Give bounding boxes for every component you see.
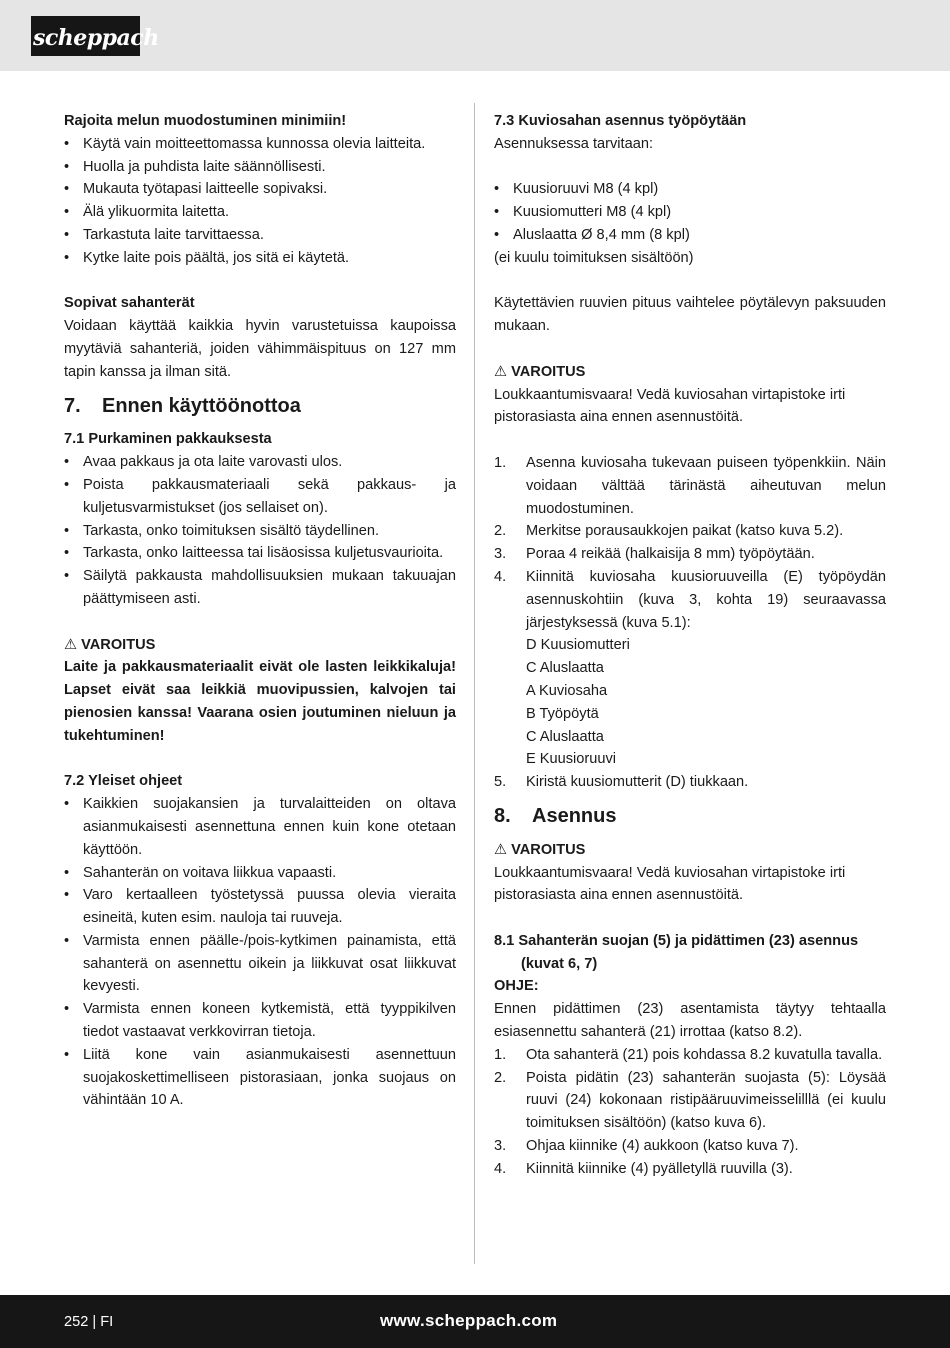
warning-icon: ⚠ bbox=[64, 636, 78, 653]
list-item bbox=[494, 771, 886, 794]
noise-heading: Rajoita melun muodostuminen minimiin! bbox=[64, 113, 347, 129]
list-item bbox=[494, 1135, 886, 1158]
list-item bbox=[494, 520, 886, 543]
list-item bbox=[494, 1044, 886, 1067]
list-item bbox=[494, 566, 886, 634]
s81-steps bbox=[494, 1044, 886, 1181]
list-item: • Kuusioruuvi M8 (4 kpl) bbox=[494, 178, 886, 201]
warning-text: Loukkaantumisvaara! Vedä kuviosahan virtapistoke irti pistorasiasta aina ennen asennustöitä. bbox=[494, 864, 846, 904]
list-item: • Varmista ennen päälle-/pois-kytkimen painamista, että sahanterä on asennettu oikein ja liikkuvat osat liikkuvat kevyesti. bbox=[64, 930, 456, 998]
section-8-label: Asennus bbox=[532, 804, 617, 827]
column-divider bbox=[474, 103, 475, 1264]
part-item: C Aluslaatta bbox=[526, 660, 604, 677]
s73-list bbox=[494, 178, 886, 246]
s72-heading: 7.2 Yleiset ohjeet bbox=[64, 773, 183, 790]
list-item bbox=[494, 543, 886, 566]
step-text: Kiristä kuusiomutterit (D) tiukkaan. bbox=[526, 774, 749, 791]
website-link[interactable]: www.scheppach.com bbox=[380, 1311, 558, 1330]
list-item: • Älä ylikuormita laitetta. bbox=[64, 201, 456, 224]
list-item: • Tarkasta, onko laitteessa tai lisäosissa kuljetusvaurioita. bbox=[64, 542, 456, 565]
warning-icon: ⚠ bbox=[494, 841, 508, 858]
section-7-title bbox=[64, 384, 456, 429]
list-item: • Avaa pakkaus ja ota laite varovasti ulos. bbox=[64, 451, 456, 474]
warning-icon: ⚠ bbox=[494, 363, 508, 380]
list-item: • Varmista ennen koneen kytkemistä, että tyyppikilven tiedot vastaavat verkkovirran tietoja. bbox=[64, 998, 456, 1044]
list-item: • Mukauta työtapasi laitteelle sopivaksi. bbox=[64, 178, 456, 201]
warning-heading bbox=[494, 839, 886, 862]
list-item: • Säilytä pakkausta mahdollisuuksien mukaan takuuajan päättymiseen asti. bbox=[64, 565, 456, 611]
s72-list bbox=[64, 793, 456, 1112]
step-number: 3. bbox=[494, 1138, 507, 1155]
step-text: Kiinnitä kiinnike (4) pyälletyllä ruuvilla (3). bbox=[526, 1160, 793, 1177]
section-8-number: 8. bbox=[494, 804, 511, 827]
blades-heading: Sopivat sahanterät bbox=[64, 295, 195, 312]
list-item: • Tarkasta, onko toimituksen sisältö täydellinen. bbox=[64, 520, 456, 543]
step-number: 2. bbox=[494, 1069, 507, 1086]
list-item: • Aluslaatta Ø 8,4 mm (8 kpl) bbox=[494, 224, 886, 247]
list-item: • Kaikkien suojakansien ja turvalaitteiden on oltava asianmukaisesti asennettuna ennen kuin kone otetaan käyttöön. bbox=[64, 793, 456, 861]
left-column bbox=[64, 110, 456, 1112]
section-7-number: 7. bbox=[64, 394, 81, 417]
s71-heading: 7.1 Purkaminen pakkauksesta bbox=[64, 431, 272, 448]
list-item: • Liitä kone vain asianmukaisesti asennettuun suojakoskettimelliseen pistorasiaan, jonka suojaus on vähintään 10 A. bbox=[64, 1044, 456, 1112]
list-item: • Sahanterän on voitava liikkua vapaasti. bbox=[64, 862, 456, 885]
warning-label: VAROITUS bbox=[81, 636, 156, 653]
noise-list bbox=[64, 133, 456, 270]
list-item: • Varo kertaalleen työstetyssä puussa olevia vieraita esineitä, kuten esim. nauloja tai ruuveja. bbox=[64, 884, 456, 930]
section-7-label: Ennen käyttöönottoa bbox=[102, 394, 301, 417]
list-item bbox=[494, 1067, 886, 1135]
page-number: 252 | FI bbox=[64, 1314, 114, 1330]
step-number: 4. bbox=[494, 1160, 507, 1177]
list-item bbox=[494, 452, 886, 520]
step-number: 5. bbox=[494, 774, 507, 791]
step-text: Poista pidätin (23) sahanterän suojasta (5): Löysää ruuvi (24) kokonaan ristipääruuvimeisselilllä (ei kuulu toimituksen sisältöön) (katso kuva 6). bbox=[526, 1069, 886, 1132]
step-text: Asenna kuviosaha tukevaan puiseen työpenkkiin. Näin voidaan välttää tärinästä aiheutuvan melun muodostuminen. bbox=[526, 454, 886, 517]
section-8-title bbox=[494, 794, 886, 839]
s73-length-text: Käytettävien ruuvien pituus vaihtelee pöytälevyn paksuuden mukaan. bbox=[494, 295, 886, 335]
s73-steps bbox=[494, 452, 886, 794]
brand-logo: scheppach bbox=[31, 16, 140, 56]
list-item bbox=[494, 1158, 886, 1181]
warning-heading bbox=[64, 634, 456, 657]
step-text: Merkitse porausaukkojen paikat (katso kuva 5.2). bbox=[526, 523, 844, 540]
list-item: • Huolla ja puhdista laite säännöllisesti. bbox=[64, 156, 456, 179]
step-number: 1. bbox=[494, 454, 507, 471]
part-item: B Työpöytä bbox=[526, 705, 599, 722]
step-text: Poraa 4 reikää (halkaisija 8 mm) työpöytään. bbox=[526, 546, 815, 563]
right-column bbox=[494, 110, 886, 1181]
step-number: 2. bbox=[494, 523, 507, 540]
s81-heading: 8.1 Sahanterän suojan (5) ja pidättimen (23) asennus (kuvat 6, 7) bbox=[494, 932, 859, 972]
warning-label: VAROITUS bbox=[511, 363, 586, 380]
list-item: • Kuusiomutteri M8 (4 kpl) bbox=[494, 201, 886, 224]
step-number: 1. bbox=[494, 1046, 507, 1063]
warning-text: Laite ja pakkausmateriaalit eivät ole lasten leikkikaluja! Lapset eivät saa leikkiä muovipussien, kalvojen tai pienosien kanssa! Vaarana osien joutuminen nieluun ja tukehtuminen! bbox=[64, 659, 456, 744]
s71-list bbox=[64, 451, 456, 611]
list-item: • Tarkastuta laite tarvittaessa. bbox=[64, 224, 456, 247]
list-item: • Kytke laite pois päältä, jos sitä ei käytetä. bbox=[64, 247, 456, 270]
step-text: Ota sahanterä (21) pois kohdassa 8.2 kuvatulla tavalla. bbox=[526, 1046, 883, 1063]
warning-label: VAROITUS bbox=[511, 841, 586, 858]
blades-text: Voidaan käyttää kaikkia hyvin varustetuissa kaupoissa myytäviä sahanteriä, joiden vähimmäispituus on 127 mm tapin kanssa ja ilman sitä. bbox=[64, 318, 456, 380]
part-item: E Kuusioruuvi bbox=[526, 751, 617, 768]
s73-intro: Asennuksessa tarvitaan: bbox=[494, 135, 653, 152]
warning-heading bbox=[494, 361, 886, 384]
step-text: Kiinnitä kuviosaha kuusioruuveilla (E) työpöydän asennuskohtiin (kuva 3, kohta 19) seuraavassa järjestyksessä (kuva 5.1): bbox=[526, 568, 886, 631]
part-item: D Kuusiomutteri bbox=[526, 637, 630, 654]
s73-heading: 7.3 Kuviosahan asennus työpöytään bbox=[494, 113, 747, 129]
page-header bbox=[0, 0, 950, 71]
step-number: 4. bbox=[494, 568, 507, 585]
s73-note: (ei kuulu toimituksen sisältöön) bbox=[494, 249, 694, 266]
page-footer bbox=[0, 1295, 950, 1348]
step-text: Ohjaa kiinnike (4) aukkoon (katso kuva 7). bbox=[526, 1138, 799, 1155]
note-label: OHJE: bbox=[494, 978, 539, 995]
part-item: A Kuviosaha bbox=[526, 682, 608, 699]
part-item: C Aluslaatta bbox=[526, 728, 604, 745]
step-number: 3. bbox=[494, 546, 507, 563]
list-item: • Käytä vain moitteettomassa kunnossa olevia laitteita. bbox=[64, 133, 456, 156]
note-text: Ennen pidättimen (23) asentamista täytyy tehtaalla esiasennettu sahanterä (21) irrottaa (katso 8.2). bbox=[494, 1001, 886, 1041]
list-item: • Poista pakkausmateriaali sekä pakkaus- ja kuljetusvarmistukset (jos sellaiset on). bbox=[64, 474, 456, 520]
warning-text: Loukkaantumisvaara! Vedä kuviosahan virtapistoke irti pistorasiasta aina ennen asennustöitä. bbox=[494, 386, 846, 426]
